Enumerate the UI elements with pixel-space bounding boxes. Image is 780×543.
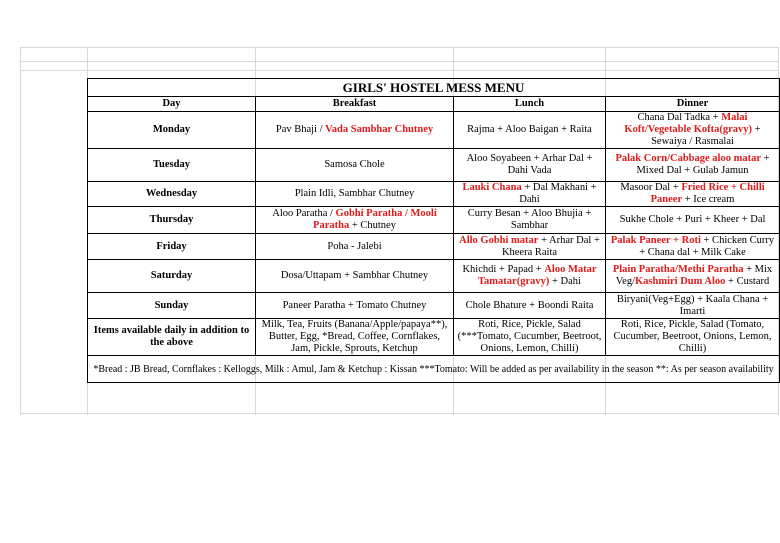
- highlighted-dish: Fried Rice + Chilli Paneer: [650, 182, 765, 205]
- daily-items-label: Items available daily in addition to the above: [88, 319, 256, 356]
- daily-items-row: [88, 319, 780, 356]
- dish-text: Pav Bhaji /: [275, 124, 326, 135]
- breakfast-cell: [256, 234, 454, 260]
- dish-text: Rajma + Aloo Baigan + Raita: [467, 124, 592, 135]
- day-cell: Wednesday: [88, 182, 256, 207]
- lunch-cell: [454, 149, 606, 182]
- menu-row-friday: [88, 234, 780, 260]
- header-breakfast: Breakfast: [256, 97, 454, 112]
- dinner-cell: [606, 260, 780, 293]
- dish-text: + Dal Makhani + Dahi: [519, 182, 597, 205]
- dish-text: + Chutney: [349, 220, 396, 231]
- highlighted-dish: Gobhi Paratha / Mooli Paratha: [313, 208, 437, 231]
- dish-text: + Arhar Dal + Kheera Raita: [501, 234, 600, 258]
- dish-text: Poha - Jalebi: [327, 240, 382, 252]
- day-cell: Monday: [88, 112, 256, 149]
- menu-row-tuesday: [88, 149, 780, 182]
- breakfast-cell: [256, 293, 454, 319]
- breakfast-cell: [256, 112, 454, 149]
- dish-text: Chole Bhature + Boondi Raita: [465, 299, 594, 311]
- lunch-cell: [454, 207, 606, 234]
- day-cell: Friday: [88, 234, 256, 260]
- header-row: [88, 97, 780, 112]
- highlighted-dish: Vada Sambhar Chutney: [325, 124, 434, 135]
- menu-row-saturday: [88, 260, 780, 293]
- highlighted-dish: Lauki Chana: [462, 182, 522, 193]
- highlighted-dish: Palak Paneer + Roti: [610, 234, 701, 246]
- dish-text: + Dahi: [549, 276, 581, 287]
- lunch-cell: [454, 260, 606, 293]
- highlighted-dish: Allo Gobhi matar: [459, 234, 539, 246]
- day-cell: Sunday: [88, 293, 256, 319]
- dish-text: + Mixed Dal + Gulab Jamun: [636, 153, 770, 176]
- menu-title: GIRLS' HOSTEL MESS MENU: [88, 79, 780, 97]
- daily-lunch: Roti, Rice, Pickle, Salad (***Tomato, Cucumber, Beetroot, Onions, Lemon, Chilli): [454, 319, 606, 356]
- footer-note: *Bread : JB Bread, Cornflakes : Kelloggs, Milk : Amul, Jam & Ketchup : Kissan ***Tomato: Will be added as per availability in the season **: As per season availability: [88, 356, 780, 383]
- dish-text: + Chicken Curry + Chana dal + Milk Cake: [639, 234, 775, 258]
- dinner-cell: [606, 293, 780, 319]
- menu-row-sunday: [88, 293, 780, 319]
- dish-text: Khichdi + Papad +: [462, 264, 545, 275]
- dish-text: Sukhe Chole + Puri + Kheer + Dal: [619, 214, 766, 225]
- header-day: Day: [88, 97, 256, 112]
- dish-text: + Ice cream: [682, 194, 735, 205]
- dinner-cell: [606, 149, 780, 182]
- menu-row-thursday: [88, 207, 780, 234]
- menu-row-wednesday: [88, 182, 780, 207]
- dinner-cell: [606, 234, 780, 260]
- dish-text: Biryani(Veg+Egg) + Kaala Chana + Imarti: [616, 293, 769, 317]
- highlighted-dish: Kashmiri Dum Aloo: [634, 276, 726, 287]
- breakfast-cell: [256, 182, 454, 207]
- highlighted-dish: Aloo Matar Tamatar(gravy): [478, 264, 597, 287]
- day-cell: Saturday: [88, 260, 256, 293]
- day-cell: Tuesday: [88, 149, 256, 182]
- dish-text: Masoor Dal +: [620, 182, 682, 193]
- dish-text: + Mix Veg/: [615, 264, 773, 287]
- dish-text: Dosa/Uttapam + Sambhar Chutney: [280, 270, 429, 281]
- dinner-cell: [606, 207, 780, 234]
- lunch-cell: [454, 182, 606, 207]
- dish-text: + Sewaiya / Rasmalai: [651, 124, 761, 147]
- breakfast-cell: [256, 207, 454, 234]
- daily-breakfast: Milk, Tea, Fruits (Banana/Apple/papaya**), Butter, Egg, *Bread, Coffee, Cornflakes, Jam, Pickle, Sprouts, Ketchup: [256, 319, 454, 356]
- dish-text: Curry Besan + Aloo Bhujia + Sambhar: [467, 208, 592, 231]
- highlighted-dish: Malai Koft/Vegetable Kofta(gravy): [624, 112, 753, 135]
- dish-text: Plain Idli, Sambhar Chutney: [294, 188, 415, 199]
- breakfast-cell: [256, 260, 454, 293]
- highlighted-dish: Plain Paratha/Methi Paratha: [612, 264, 744, 275]
- lunch-cell: [454, 293, 606, 319]
- day-cell: Thursday: [88, 207, 256, 234]
- header-dinner: Dinner: [606, 97, 780, 112]
- dinner-cell: [606, 182, 780, 207]
- dish-text: Aloo Paratha /: [272, 208, 336, 219]
- dish-text: Chana Dal Tadka +: [637, 112, 722, 123]
- daily-dinner: Roti, Rice, Pickle, Salad (Tomato, Cucumber, Beetroot, Onions, Lemon, Chilli): [606, 319, 780, 356]
- header-lunch: Lunch: [454, 97, 606, 112]
- menu-row-monday: [88, 112, 780, 149]
- dinner-cell: [606, 112, 780, 149]
- dish-text: Aloo Soyabeen + Arhar Dal + Dahi Vada: [466, 153, 593, 176]
- lunch-cell: [454, 112, 606, 149]
- breakfast-cell: [256, 149, 454, 182]
- lunch-cell: [454, 234, 606, 260]
- dish-text: Samosa Chole: [324, 159, 385, 170]
- dish-text: Paneer Paratha + Tomato Chutney: [282, 299, 427, 311]
- dish-text: + Custard: [725, 276, 770, 287]
- highlighted-dish: Palak Corn/Cabbage aloo matar: [615, 153, 761, 164]
- mess-menu-table: [87, 78, 780, 383]
